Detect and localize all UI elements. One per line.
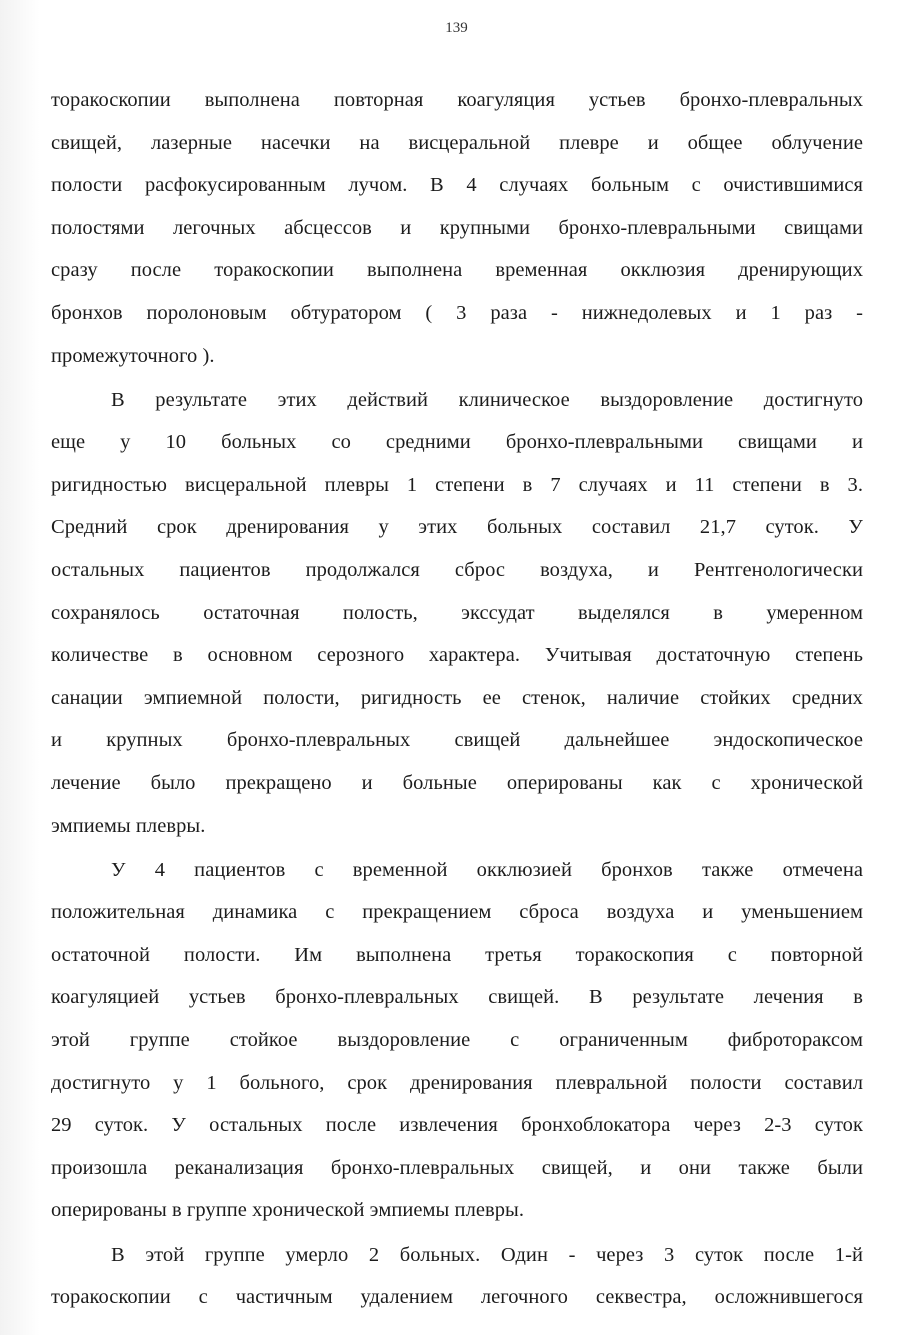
scan-edge-shading (0, 0, 40, 1335)
text-line: В этой группе умерло 2 больных. Один - через 3 суток после 1-й (111, 1243, 863, 1266)
text-line: положительная динамика с прекращением сброса воздуха и уменьшением (51, 901, 863, 924)
page-number: 139 (445, 20, 468, 36)
text-line: этой группе стойкое выздоровление с ограниченным фибротораксом (51, 1029, 863, 1052)
text-line: остаточной полости. Им выполнена третья торакоскопия с повторной (51, 943, 863, 966)
text-line: остальных пациентов продолжался сброс воздуха, и Рентгенологически (51, 559, 863, 582)
text-line: произошла реканализация бронхо-плевральных свищей, и они также были (51, 1156, 863, 1179)
text-line: сразу после торакоскопии выполнена временная окклюзия дренирующих (51, 259, 863, 282)
text-line: полостями легочных абсцессов и крупными бронхо-плевральными свищами (51, 216, 863, 239)
body-text (51, 79, 863, 1319)
text-line: и крупных бронхо-плевральных свищей дальнейшее эндоскопическое (51, 729, 863, 752)
text-line: коагуляцией устьев бронхо-плевральных свищей. В результате лечения в (51, 986, 863, 1009)
text-line: Средний срок дренирования у этих больных составил 21,7 суток. У (51, 516, 863, 539)
text-line: количестве в основном серозного характера. Учитывая достаточную степень (51, 644, 863, 667)
text-line: В результате этих действий клиническое выздоровление достигнуто (111, 388, 863, 411)
text-line: сохранялось остаточная полость, экссудат выделялся в умеренном (51, 601, 863, 624)
text-line: еще у 10 больных со средними бронхо-плевральными свищами и (51, 431, 863, 454)
text-line: свищей, лазерные насечки на висцеральной плевре и общее облучение (51, 131, 863, 154)
text-line: эмпиемы плевры. (51, 814, 206, 837)
text-line: полости расфокусированным лучом. В 4 случаях больным с очистившимися (51, 174, 863, 197)
text-line: оперированы в группе хронической эмпиемы плевры. (51, 1199, 525, 1222)
text-line: достигнуто у 1 больного, срок дренирования плевральной полости составил (51, 1071, 863, 1094)
text-line: санации эмпиемной полости, ригидность ее стенок, наличие стойких средних (51, 686, 863, 709)
text-line: У 4 пациентов с временной окклюзией бронхов также отмечена (111, 858, 863, 881)
text-line: ригидностью висцеральной плевры 1 степени в 7 случаях и 11 степени в 3. (51, 473, 863, 496)
text-line: торакоскопии с частичным удалением легочного секвестра, осложнившегося (51, 1286, 863, 1309)
text-line: лечение было прекращено и больные оперированы как с хронической (51, 772, 863, 794)
text-line: промежуточного ). (51, 344, 215, 367)
text-line: бронхов поролоновым обтуратором ( 3 раза - нижнедолевых и 1 раз - (51, 301, 863, 324)
text-line: торакоскопии выполнена повторная коагуляция устьев бронхо-плевральных (51, 89, 863, 111)
text-line: 29 суток. У остальных после извлечения бронхоблокатора через 2-3 суток (51, 1114, 863, 1137)
